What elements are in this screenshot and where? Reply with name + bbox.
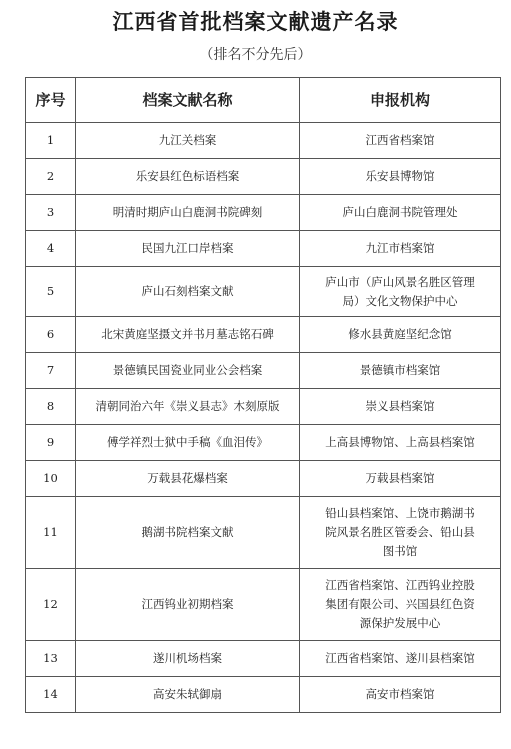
cell-name: 民国九江口岸档案: [76, 231, 300, 267]
cell-name: 九江关档案: [76, 123, 300, 159]
cell-no: 1: [26, 123, 76, 159]
table-row: [26, 389, 501, 425]
cell-org: [300, 677, 501, 713]
table-row: [26, 569, 501, 641]
table-row: [26, 353, 501, 389]
cell-no: 5: [26, 267, 76, 317]
cell-name: 傅学祥烈士狱中手稿《血泪传》: [76, 425, 300, 461]
cell-no: 4: [26, 231, 76, 267]
cell-org: [300, 461, 501, 497]
cell-name: 万载县花爆档案: [76, 461, 300, 497]
cell-org: [300, 389, 501, 425]
table-row: [26, 497, 501, 569]
cell-name: 景德镇民国瓷业同业公会档案: [76, 353, 300, 389]
cell-name: 乐安县红色标语档案: [76, 159, 300, 195]
cell-name: 鹅湖书院档案文献: [76, 497, 300, 569]
table-row: [26, 123, 501, 159]
cell-org-line: 庐山白鹿洞书院管理处: [342, 205, 458, 219]
cell-org: [300, 425, 501, 461]
cell-no: 6: [26, 317, 76, 353]
cell-no: 10: [26, 461, 76, 497]
cell-org: [300, 195, 501, 231]
cell-no: 7: [26, 353, 76, 389]
header-org: 申报机构: [300, 78, 501, 123]
table-header-row: [26, 78, 501, 123]
cell-org-line: 高安市档案馆: [365, 687, 435, 701]
table-body: [26, 123, 501, 713]
header-name: 档案文献名称: [76, 78, 300, 123]
cell-org-line: 源保护发展中心: [359, 616, 441, 630]
cell-org-line: 乐安县博物馆: [365, 169, 435, 183]
cell-org: [300, 641, 501, 677]
cell-org-line: 崇义县档案馆: [365, 399, 435, 413]
cell-org: [300, 353, 501, 389]
cell-name: 庐山石刻档案文献: [76, 267, 300, 317]
cell-org-line: 上高县博物馆、上高县档案馆: [325, 435, 475, 449]
cell-no: 3: [26, 195, 76, 231]
table-row: [26, 677, 501, 713]
cell-org: [300, 267, 501, 317]
cell-org-line: 庐山市（庐山风景名胜区管理: [325, 274, 475, 289]
cell-org-line: 九江市档案馆: [365, 241, 435, 255]
cell-no: 11: [26, 497, 76, 569]
table-row: [26, 231, 501, 267]
cell-name: 遂川机场档案: [76, 641, 300, 677]
cell-org-line: 江西省档案馆: [365, 133, 435, 147]
cell-org-line: 集团有限公司、兴国县红色资: [325, 597, 475, 611]
cell-org: [300, 231, 501, 267]
cell-org: [300, 497, 501, 569]
cell-name: 清朝同治六年《崇义县志》木刻原版: [76, 389, 300, 425]
cell-org-line: 江西省档案馆、江西钨业控股: [325, 578, 475, 592]
cell-org-line: 院风景名胜区管委会、铅山县: [325, 525, 475, 539]
cell-org: [300, 123, 501, 159]
table-row: [26, 641, 501, 677]
heritage-table: [25, 77, 501, 713]
table-row: [26, 159, 501, 195]
cell-name: 江西钨业初期档案: [76, 569, 300, 641]
cell-no: 8: [26, 389, 76, 425]
table-row: [26, 317, 501, 353]
cell-org: [300, 317, 501, 353]
cell-name: 北宋黄庭坚摄文并书月墓志铭石碑: [76, 317, 300, 353]
cell-org-line: 江西省档案馆、遂川县档案馆: [325, 651, 475, 665]
cell-org-line: 修水县黄庭坚纪念馆: [348, 327, 452, 341]
table-row: [26, 461, 501, 497]
cell-org: [300, 159, 501, 195]
cell-org-line: 铅山县档案馆、上饶市鹅湖书: [325, 506, 475, 520]
cell-name: 高安朱轼御扇: [76, 677, 300, 713]
cell-no: 13: [26, 641, 76, 677]
table-row: [26, 425, 501, 461]
cell-org-line: 局）文化文物保护中心: [342, 293, 458, 308]
table-row: [26, 267, 501, 317]
header-no: 序号: [26, 78, 76, 123]
cell-name: 明清时期庐山白鹿洞书院碑刻: [76, 195, 300, 231]
cell-no: 14: [26, 677, 76, 713]
cell-org-line: 万载县档案馆: [365, 471, 435, 485]
cell-no: 12: [26, 569, 76, 641]
document-subtitle: （排名不分先后）: [199, 47, 312, 63]
cell-org-line: 景德镇市档案馆: [359, 363, 441, 377]
cell-no: 2: [26, 159, 76, 195]
table-row: [26, 195, 501, 231]
cell-org-line: 图书馆: [382, 544, 418, 558]
cell-org: [300, 569, 501, 641]
document-title: 江西省首批档案文献遗产名录: [112, 10, 399, 34]
cell-no: 9: [26, 425, 76, 461]
